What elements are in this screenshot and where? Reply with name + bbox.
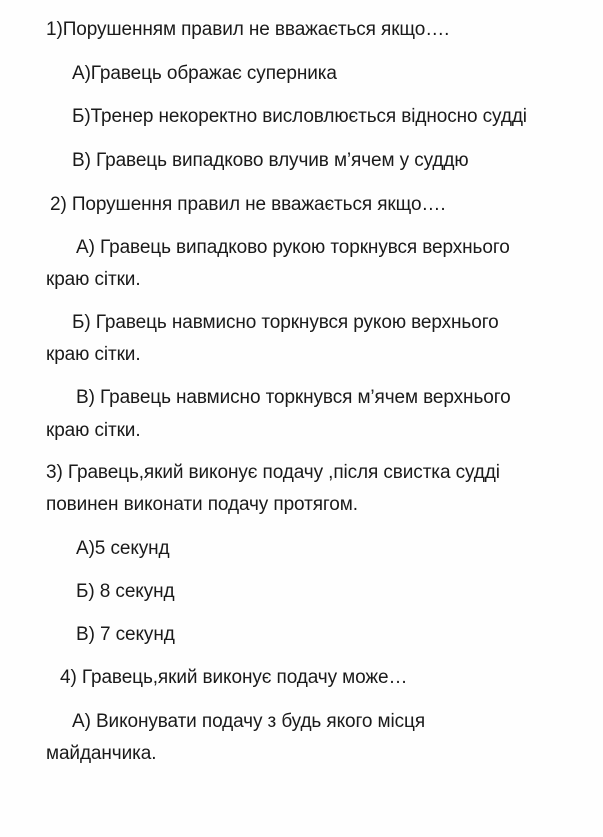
question-3-line-2: повинен виконати подачу протягом. bbox=[46, 494, 358, 515]
question-1-option-b: Б)Тренер некоректно висловлюється відносно судді bbox=[72, 106, 527, 127]
question-3-line-1: 3) Гравець,який виконує подачу ,після свистка судді bbox=[46, 462, 500, 483]
question-1-option-a: А)Гравець ображає суперника bbox=[72, 63, 337, 84]
question-1-option-c: В) Гравець випадково влучив м’ячем у суддю bbox=[72, 150, 469, 171]
question-2-option-a-line-1: А) Гравець випадково рукою торкнувся верхнього bbox=[76, 237, 510, 258]
question-2-option-b-line-1: Б) Гравець навмисно торкнувся рукою верхнього bbox=[72, 312, 499, 333]
question-2-option-a-line-2: краю сітки. bbox=[46, 269, 141, 290]
question-2-option-c-line-1: В) Гравець навмисно торкнувся м’ячем верхнього bbox=[76, 387, 511, 408]
question-1: 1)Порушенням правил не вважається якщо…. bbox=[46, 19, 450, 40]
question-2: 2) Порушення правил не вважається якщо…. bbox=[50, 194, 446, 215]
question-4: 4) Гравець,який виконує подачу може… bbox=[60, 667, 408, 688]
question-2-option-b-line-2: краю сітки. bbox=[46, 344, 141, 365]
question-3-option-c: В) 7 секунд bbox=[76, 624, 175, 645]
question-2-option-c-line-2: краю сітки. bbox=[46, 420, 141, 441]
question-4-option-a-line-2: майданчика. bbox=[46, 743, 157, 764]
question-3-option-b: Б) 8 секунд bbox=[76, 581, 175, 602]
question-3-option-a: А)5 секунд bbox=[76, 538, 170, 559]
question-4-option-a-line-1: А) Виконувати подачу з будь якого місця bbox=[72, 711, 426, 732]
